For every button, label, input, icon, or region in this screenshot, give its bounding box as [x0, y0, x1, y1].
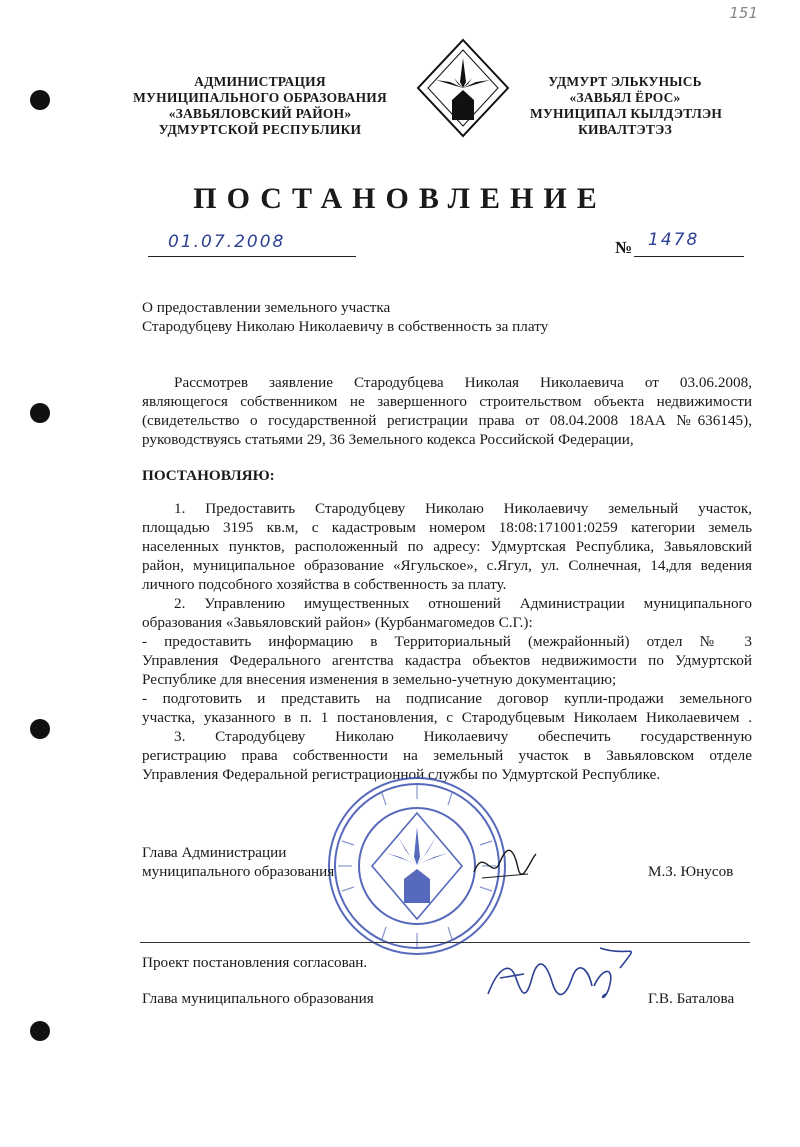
resolution-body [142, 499, 752, 784]
page-corner-number: 151 [729, 4, 758, 22]
body-line: личного подсобного хозяйства в собственность за плату. [142, 576, 507, 593]
body-line: площадью 3195 кв.м, с кадастровым номером 18:08:171001:0259 категории земель [142, 519, 752, 536]
number-underline [634, 256, 744, 257]
header-left-line: УДМУРТСКОЙ РЕСПУБЛИКИ [158, 122, 362, 137]
header-right [530, 74, 723, 138]
body-line: район, муниципальное образование «Ягульское», с.Ягул, ул. Солнечная, 14,для ведения [142, 557, 752, 574]
body-line: 2. Управлению имущественных отношений Администрации муниципального [174, 595, 752, 612]
binder-hole [30, 403, 50, 423]
body-line: Управления Федерального агентства кадастра объектов недвижимости по Удмуртской [142, 652, 752, 669]
resolve-heading: ПОСТАНОВЛЯЮ: [142, 467, 275, 484]
signatory-title [142, 843, 334, 881]
separator-line [140, 942, 750, 943]
subject-line: Стародубцеву Николаю Николаевичу в собственность за плату [142, 318, 549, 335]
subject [142, 298, 548, 336]
document-date: 01.07.2008 [168, 232, 286, 252]
approval-note: Проект постановления согласован. [142, 954, 368, 971]
preamble [142, 373, 752, 449]
signatory-title-line: Глава Администрации [142, 844, 287, 861]
header-left [125, 74, 395, 138]
body-line: Республике для внесения изменения в земельно-учетную документацию; [142, 671, 617, 688]
binder-hole [30, 719, 50, 739]
body-line: образования «Завьяловский район» (Курбанмагомедов С.Г.): [142, 614, 533, 631]
binder-hole [30, 90, 50, 110]
approver-signature [480, 938, 650, 1018]
body-line: участка, указанного в п. 1 постановления, с Стародубцевым Николаем Николаевичем . [142, 709, 752, 726]
header-left-line: АДМИНИСТРАЦИЯ [194, 74, 326, 89]
preamble-line: руководствуясь статьями 29, 36 Земельного кодекса Российской Федерации, [142, 431, 634, 448]
body-line: населенных пунктов, расположенный по адресу: Удмуртская Республика, Завьяловский [142, 538, 752, 555]
preamble-line: являющегося собственником не завершенного строительством объекта недвижимости [142, 393, 752, 410]
body-line: 3. Стародубцеву Николаю Николаевичу обеспечить государственную [174, 728, 752, 745]
header-right-line: КИВАЛТЭТЭЗ [578, 122, 672, 137]
body-line: - подготовить и представить на подписание договор купли-продажи земельного [142, 690, 752, 707]
signatory-title-line: муниципального образования [142, 863, 335, 880]
coat-of-arms-emblem [416, 38, 510, 138]
document-number: 1478 [648, 230, 700, 250]
header-right-line: УДМУРТ ЭЛЬКУНЫСЬ [548, 74, 702, 89]
subject-line: О предоставлении земельного участка [142, 299, 391, 316]
approver-name: Г.В. Баталова [648, 990, 735, 1007]
body-line: 1. Предоставить Стародубцеву Николаю Николаевичу земельный участок, [174, 500, 752, 517]
number-sign: № [615, 238, 633, 257]
header-left-line: «ЗАВЬЯЛОВСКИЙ РАЙОН» [168, 106, 352, 121]
preamble-line: (свидетельство о государственной регистрации права от 08.04.2008 18АА №636145), [142, 412, 752, 429]
body-line: регистрацию права собственности на земельный участок в Завьяловском отделе [142, 747, 752, 764]
header-right-line: МУНИЦИПАЛ КЫЛДЭТЛЭН [530, 106, 723, 121]
signatory-signature [470, 838, 540, 888]
signatory-name: М.З. Юнусов [648, 863, 734, 880]
body-line: - предоставить информацию в Территориальный (межрайонный) отдел № 3 [142, 633, 752, 650]
document-title: ПОСТАНОВЛЕНИЕ [193, 182, 607, 215]
body-line: Управления Федеральной регистрационной службы по Удмуртской Республике. [142, 766, 661, 783]
preamble-line: Рассмотрев заявление Стародубцева Николая Николаевича от 03.06.2008, [174, 374, 752, 391]
header-left-line: МУНИЦИПАЛЬНОГО ОБРАЗОВАНИЯ [133, 90, 387, 105]
header-right-line: «ЗАВЬЯЛ ЁРОС» [569, 90, 681, 105]
approver-title: Глава муниципального образования [142, 990, 374, 1007]
binder-hole [30, 1021, 50, 1041]
date-underline [148, 256, 356, 257]
